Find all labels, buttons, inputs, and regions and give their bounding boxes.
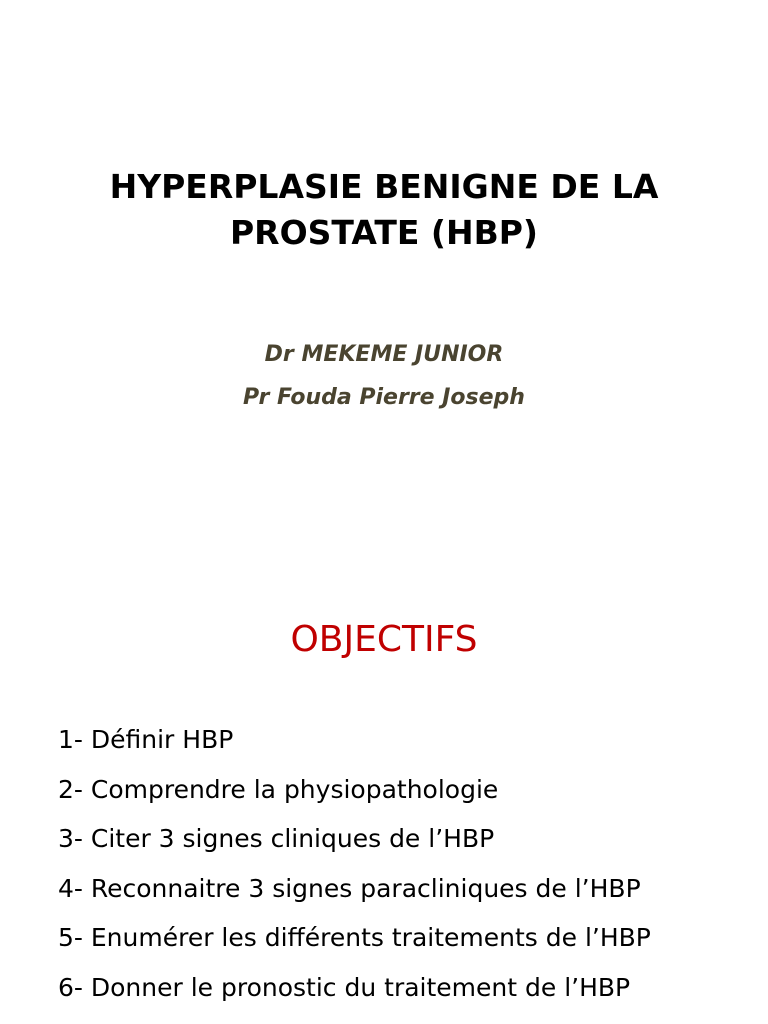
authors [0,333,768,419]
author-name: Pr Fouda Pierre Joseph [243,385,525,410]
objective-item: 4- Reconnaitre 3 signes paracliniques de l’HBP [58,873,641,903]
objective-item: 5- Enumérer les différents traitements de l’HBP [58,923,651,952]
slide-title-line-2: PROSTATE (HBP) [229,213,538,252]
objective-item: 2- Comprendre la physiopathologie [58,774,499,804]
slide-title-line-1: HYPERPLASIE BENIGNE DE LA [109,167,659,206]
objectives-heading: OBJECTIFS [290,619,478,660]
objective-item: 3- Citer 3 signes cliniques de l’HBP [58,824,495,853]
objective-item: 1- Définir HBP [58,725,234,754]
objectives-list [58,715,651,1012]
author-name: Dr MEKEME JUNIOR [264,342,504,367]
objective-item: 6- Donner le pronostic du traitement de l’HBP [58,972,631,1002]
slide-title [40,164,728,256]
